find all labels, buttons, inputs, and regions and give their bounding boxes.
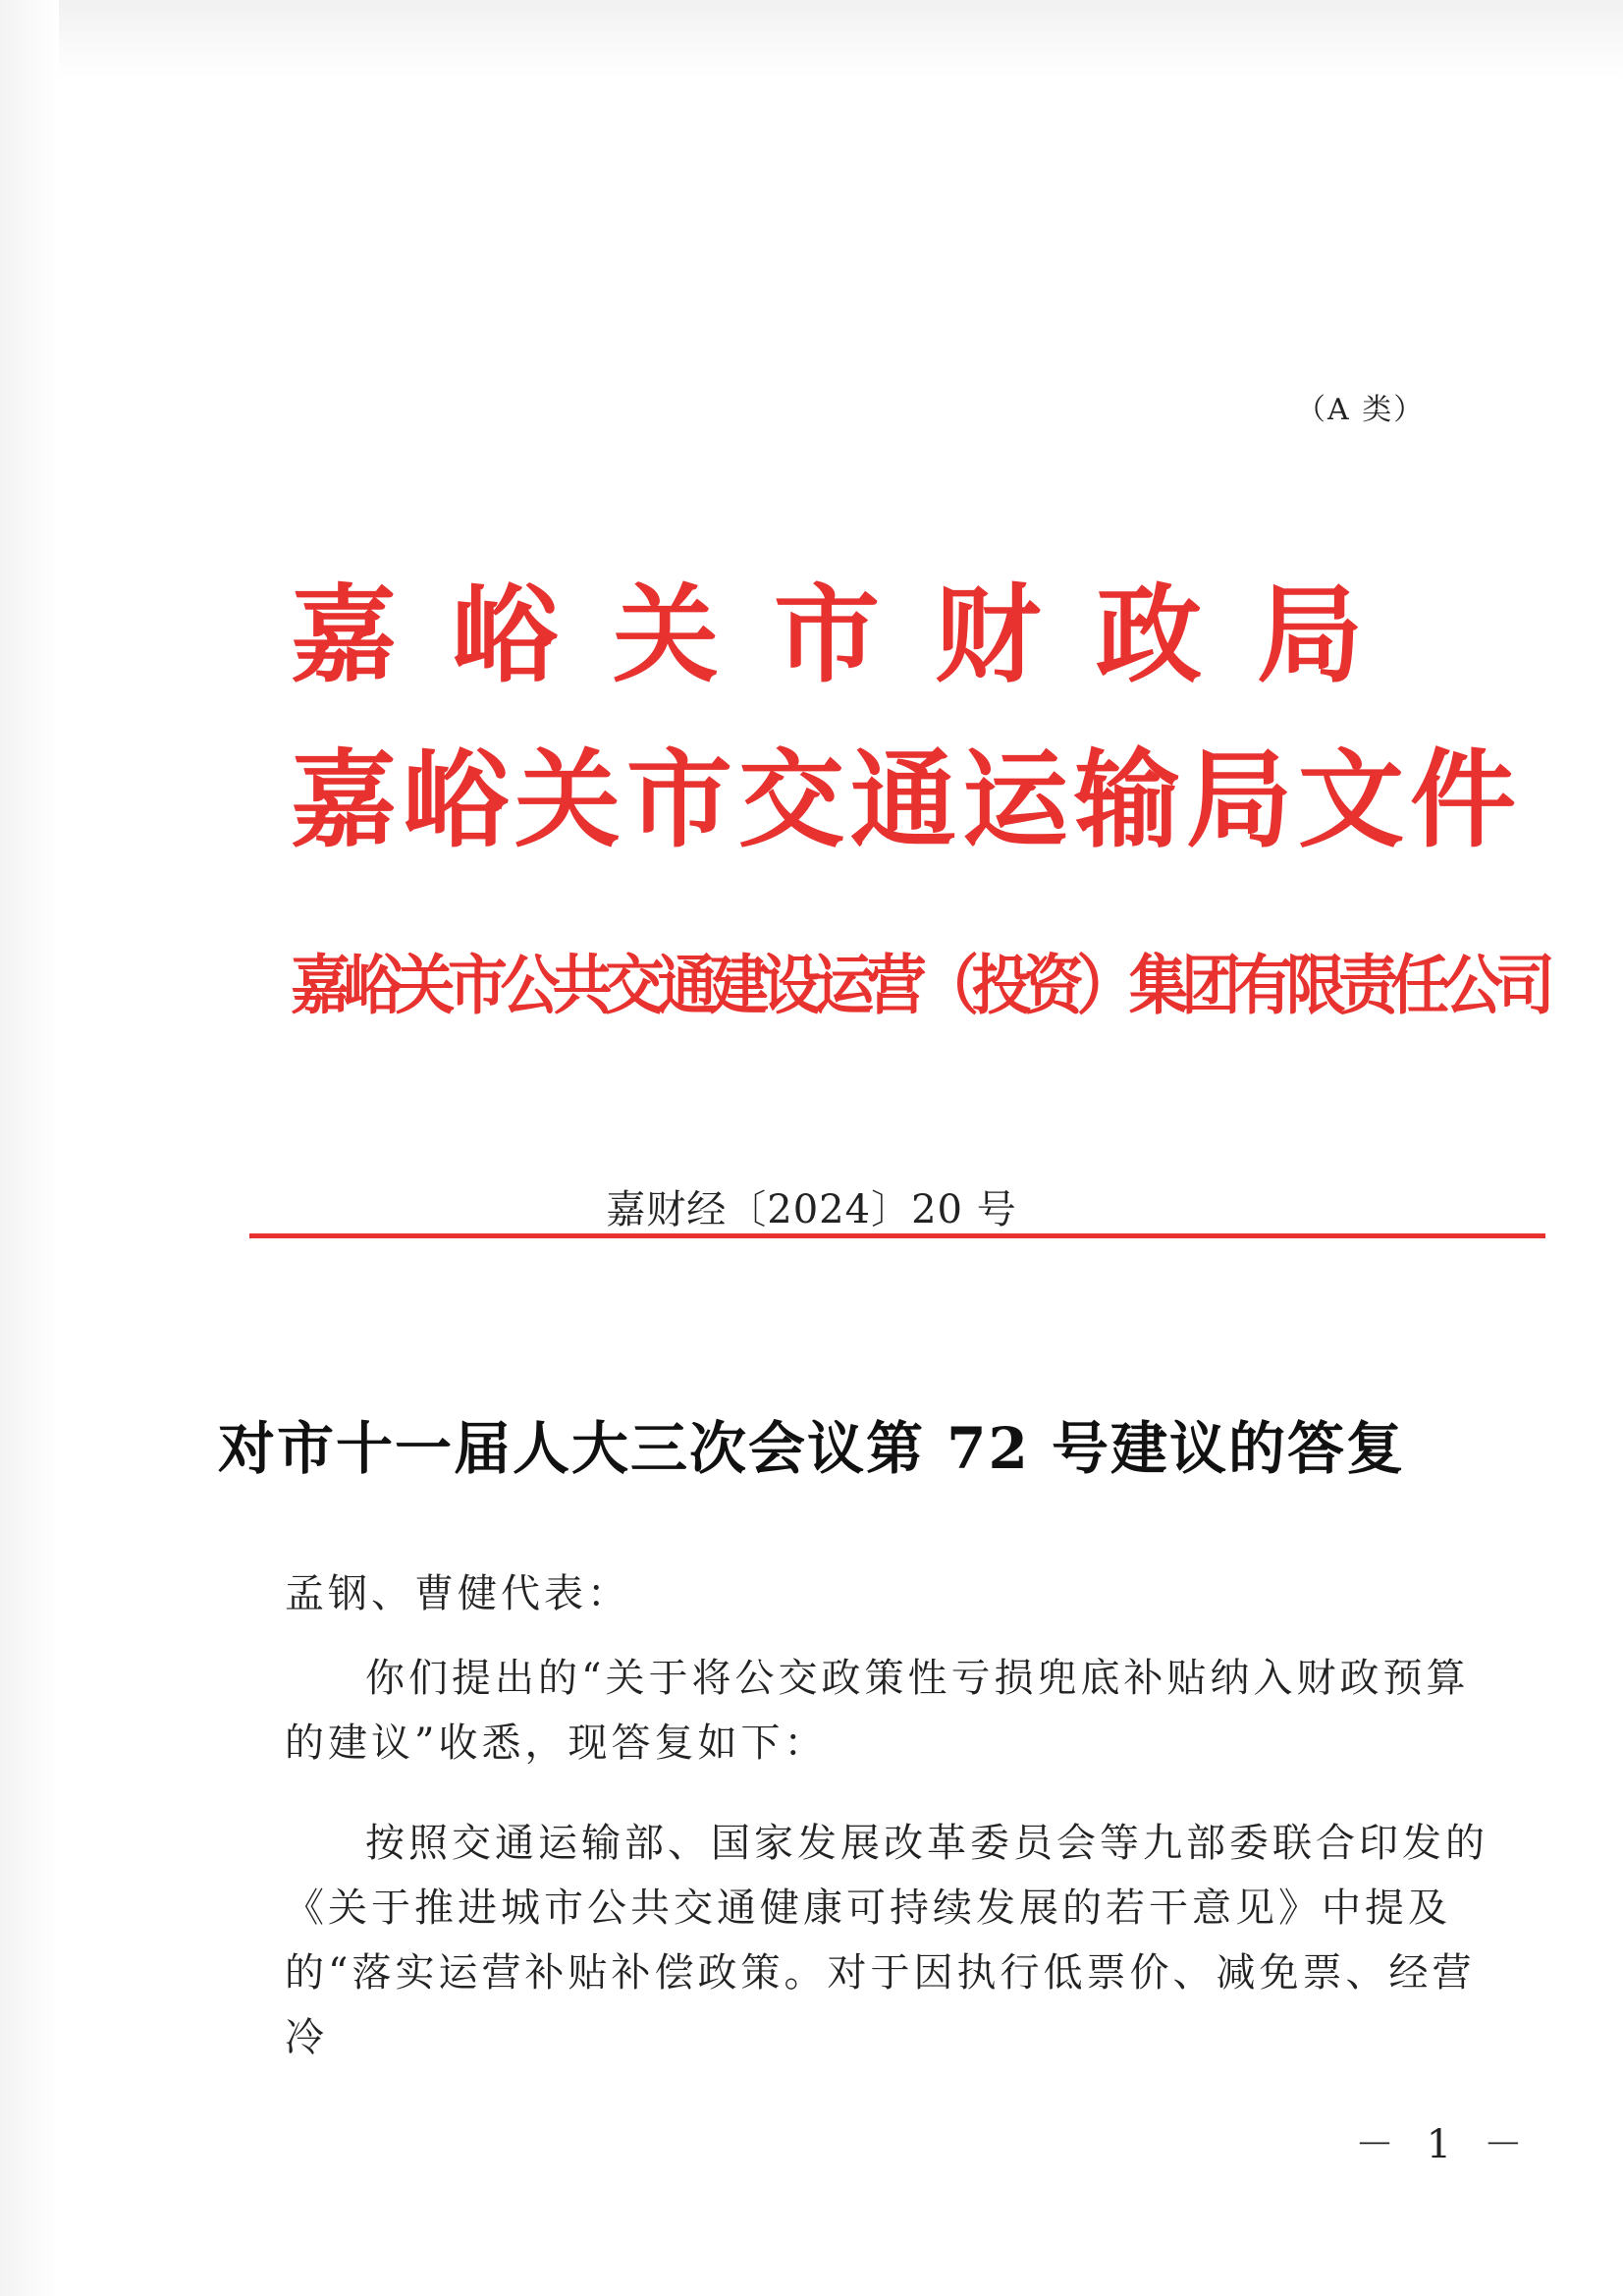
- issuer-line-2: 嘉峪关市交通运输局文件: [291, 738, 1523, 862]
- page-number: － 1 －: [1355, 2122, 1533, 2167]
- issuer-line-3: 嘉峪关市公共交通建设运营（投资）集团有限责任公司: [291, 947, 1548, 1023]
- issuer-line-1: 嘉峪关市财政局: [291, 574, 1419, 697]
- document-number: 嘉财经〔2024〕20 号: [606, 1187, 1017, 1232]
- document-title: 对市十一届人大三次会议第 72 号建议的答复: [217, 1415, 1406, 1482]
- paragraph-2: 按照交通运输部、国家发展改革委员会等九部委联合印发的《关于推进城市公共交通健康可持续发展的若干意见》中提及的“落实运营补贴补偿政策。对于因执行低票价、减免票、经营冷: [285, 1821, 1488, 2060]
- classification-label: （A 类）: [1296, 393, 1426, 427]
- salutation: 孟钢、曹健代表：: [285, 1571, 630, 1616]
- scan-shadow-top: [0, 0, 1623, 79]
- red-separator-line: [249, 1233, 1545, 1238]
- scan-shadow-left: [0, 0, 59, 2296]
- paragraph-1: 你们提出的“关于将公交政策性亏损兜底补贴纳入财政预算的建议”收悉，现答复如下：: [285, 1656, 1470, 1766]
